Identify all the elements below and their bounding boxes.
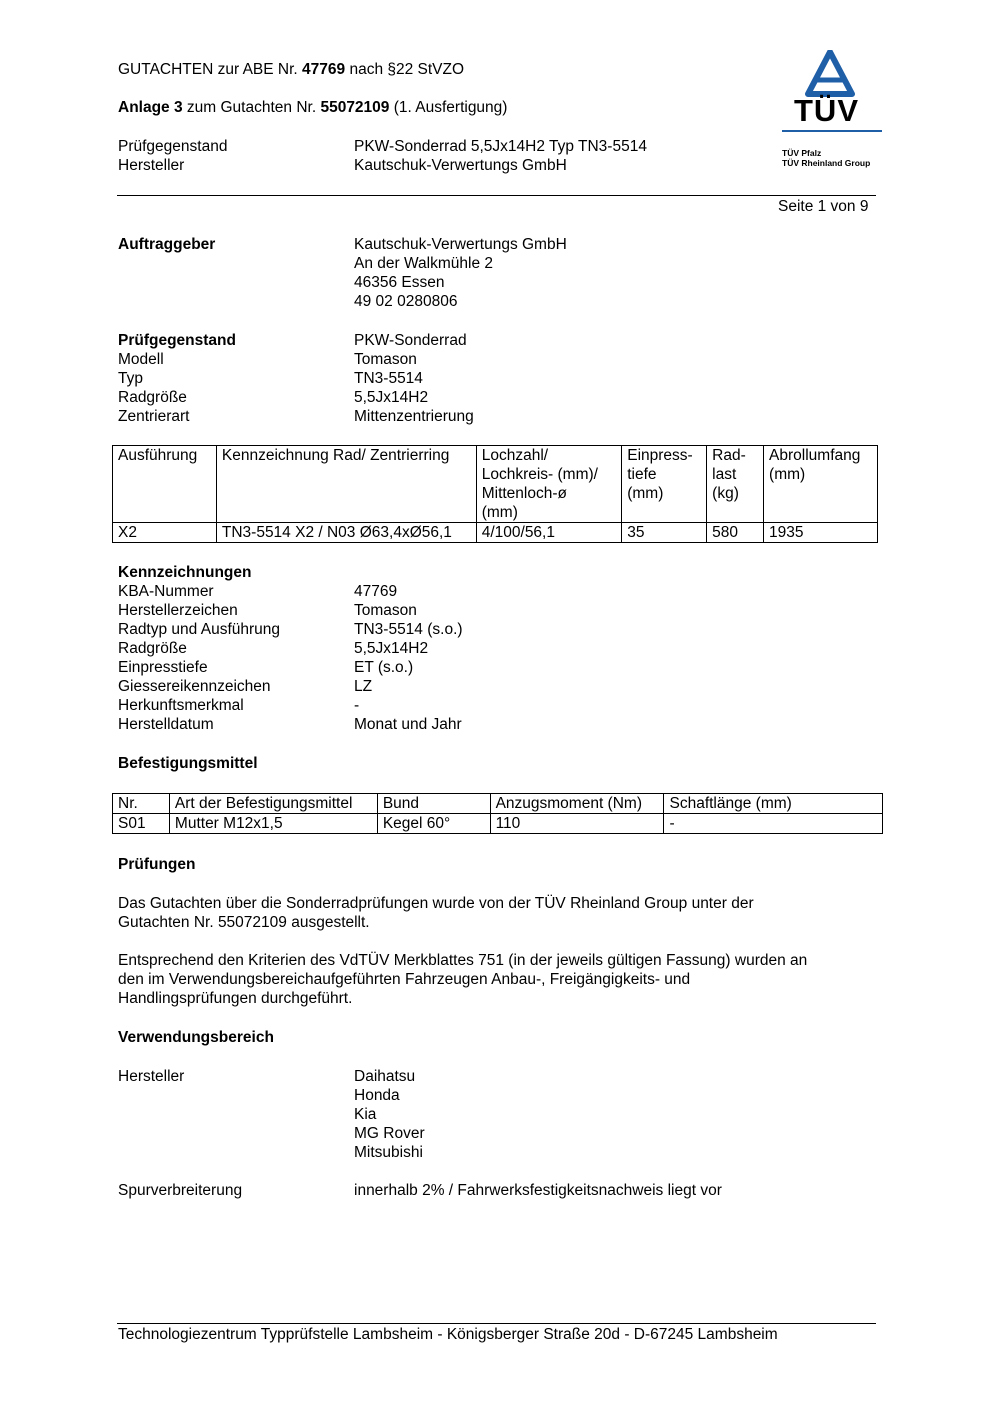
pruefgegenstand-value: Tomason [354, 351, 417, 368]
table-cell: X2 [113, 523, 217, 543]
pruefungen-paragraph-2: Entsprechend den Kriterien des VdTÜV Merkblattes 751 (in der jeweils gültigen Fassung) wurden an den im Verwendungsbereichaufgeführten Fahrzeugen Anbau-, Freigängigkeits- und Handlingsprüfungen durchgeführt. [118, 952, 808, 1007]
pruefgegenstand-value: TN3-5514 [354, 370, 423, 387]
header-label-pruefgegenstand: Prüfgegenstand [118, 138, 228, 155]
table-header-row [113, 446, 878, 523]
kennzeichnung-value: 5,5Jx14H2 [354, 640, 429, 657]
kennzeichnung-value: LZ [354, 678, 373, 695]
befestigung-heading: Befestigungsmittel [118, 755, 258, 772]
kennzeichnung-label: Herstelldatum [118, 716, 214, 733]
tuev-logo-sub1: TÜV Pfalz [782, 148, 822, 158]
kennzeichnungen-labels [118, 563, 280, 734]
kennzeichnung-label: Herkunftsmerkmal [118, 697, 244, 714]
table-cell: Mutter M12x1,5 [169, 814, 377, 834]
list-item: Honda [354, 1087, 400, 1104]
tuev-logo-brand: TÜV [794, 93, 859, 128]
kennzeichnung-label: Giessereikennzeichen [118, 678, 271, 695]
table-cell: 35 [622, 523, 707, 543]
header-value-hersteller: Kautschuk-Verwertungs GmbH [354, 157, 567, 174]
list-item: Kia [354, 1106, 377, 1123]
pruefgegenstand-value: 5,5Jx14H2 [354, 389, 429, 406]
table-header-cell: Kennzeichnung Rad/ Zentrierring [216, 446, 476, 523]
pruefgegenstand-label: Radgröße [118, 389, 187, 406]
auftraggeber-label: Auftraggeber [118, 236, 216, 253]
verwendungsbereich-heading: Verwendungsbereich [118, 1029, 274, 1046]
table-row [113, 523, 878, 543]
table-cell: 110 [490, 814, 664, 834]
table-header-cell: Nr. [113, 794, 170, 814]
table-header-row [113, 794, 883, 814]
table-header-cell: Einpress- tiefe (mm) [622, 446, 707, 523]
pruefgegenstand-label: Zentrierart [118, 408, 190, 425]
kennzeichnung-label: KBA-Nummer [118, 583, 214, 600]
header-line-1: GUTACHTEN zur ABE Nr. 47769 nach §22 StVZO [118, 61, 465, 78]
header-line-2: Anlage 3 zum Gutachten Nr. 55072109 (1. Ausfertigung) [118, 99, 508, 116]
pruefgegenstand-label: Typ [118, 370, 143, 387]
address-line: An der Walkmühle 2 [354, 255, 493, 272]
footer-text: Technologiezentrum Typprüfstelle Lambsheim - Königsberger Straße 20d - D-67245 Lambsheim [118, 1326, 778, 1343]
table-header-cell: Lochzahl/ Lochkreis- (mm)/ Mittenloch-ø (mm) [476, 446, 622, 523]
header-value-pruefgegenstand: PKW-Sonderrad 5,5Jx14H2 Typ TN3-5514 [354, 138, 647, 155]
table-cell: TN3-5514 X2 / N03 Ø63,4xØ56,1 [216, 523, 476, 543]
tuev-logo-sub2: TÜV Rheinland Group [782, 158, 871, 168]
pruefgegenstand-label: Modell [118, 351, 164, 368]
table-cell: 1935 [764, 523, 878, 543]
header-label-hersteller: Hersteller [118, 157, 185, 174]
befestigung-table [112, 793, 883, 834]
kennzeichnung-value: TN3-5514 (s.o.) [354, 621, 463, 638]
kennzeichnungen-values [354, 582, 463, 734]
list-item: Daihatsu [354, 1068, 416, 1085]
kennzeichnung-label: Einpresstiefe [118, 659, 208, 676]
pruefgegenstand-heading-value: PKW-Sonderrad [354, 332, 467, 349]
kennzeichnung-value: ET (s.o.) [354, 659, 414, 676]
kennzeichnung-label: Herstellerzeichen [118, 602, 238, 619]
address-line: 46356 Essen [354, 274, 445, 291]
table-row [113, 814, 883, 834]
table-header-cell: Abrollumfang (mm) [764, 446, 878, 523]
table-header-cell: Bund [377, 794, 490, 814]
page-info: Seite 1 von 9 [778, 198, 869, 215]
table-header-cell: Art der Befestigungsmittel [169, 794, 377, 814]
auftraggeber-address [354, 235, 567, 311]
spurverbreiterung-label: Spurverbreiterung [118, 1182, 243, 1199]
address-line: 49 02 0280806 [354, 293, 458, 310]
kennzeichnung-value: - [354, 697, 360, 714]
pruefungen-paragraph-1: Das Gutachten über die Sonderradprüfungen wurde von der TÜV Rheinland Group unter der Gutachten Nr. 55072109 ausgestellt. [118, 895, 754, 931]
table-cell: 580 [707, 523, 764, 543]
kennzeichnung-label: Radgröße [118, 640, 187, 657]
tuev-logo [780, 50, 884, 175]
table-header-cell: Ausführung [113, 446, 217, 523]
table-cell: S01 [113, 814, 170, 834]
pruefungen-heading: Prüfungen [118, 856, 196, 873]
pruefgegenstand-labels [118, 331, 236, 426]
pruefgegenstand-value: Mittenzentrierung [354, 408, 474, 425]
list-item: MG Rover [354, 1125, 425, 1142]
kennzeichnung-label: Radtyp und Ausführung [118, 621, 281, 638]
header-divider [117, 195, 876, 196]
kennzeichnung-value: 47769 [354, 583, 398, 600]
kennzeichnung-value: Monat und Jahr [354, 716, 462, 733]
tuev-logo-rule [782, 130, 882, 132]
verwendungsbereich-hersteller-list [354, 1067, 425, 1162]
address-line: Kautschuk-Verwertungs GmbH [354, 236, 567, 253]
verwendungsbereich-hersteller-label: Hersteller [118, 1068, 185, 1085]
pruefgegenstand-heading: Prüfgegenstand [118, 332, 236, 349]
table-header-cell: Anzugsmoment (Nm) [490, 794, 664, 814]
pruefgegenstand-values [354, 331, 474, 426]
table-header-cell: Rad- last (kg) [707, 446, 764, 523]
footer-divider [117, 1323, 876, 1324]
wheel-table [112, 445, 878, 543]
kennzeichnung-value: Tomason [354, 602, 417, 619]
table-cell: Kegel 60° [377, 814, 490, 834]
kennzeichnungen-heading: Kennzeichnungen [118, 564, 252, 581]
table-cell: - [664, 814, 883, 834]
list-item: Mitsubishi [354, 1144, 423, 1161]
spurverbreiterung-value: innerhalb 2% / Fahrwerksfestigkeitsnachweis liegt vor [354, 1182, 722, 1199]
table-header-cell: Schaftlänge (mm) [664, 794, 883, 814]
table-cell: 4/100/56,1 [476, 523, 622, 543]
